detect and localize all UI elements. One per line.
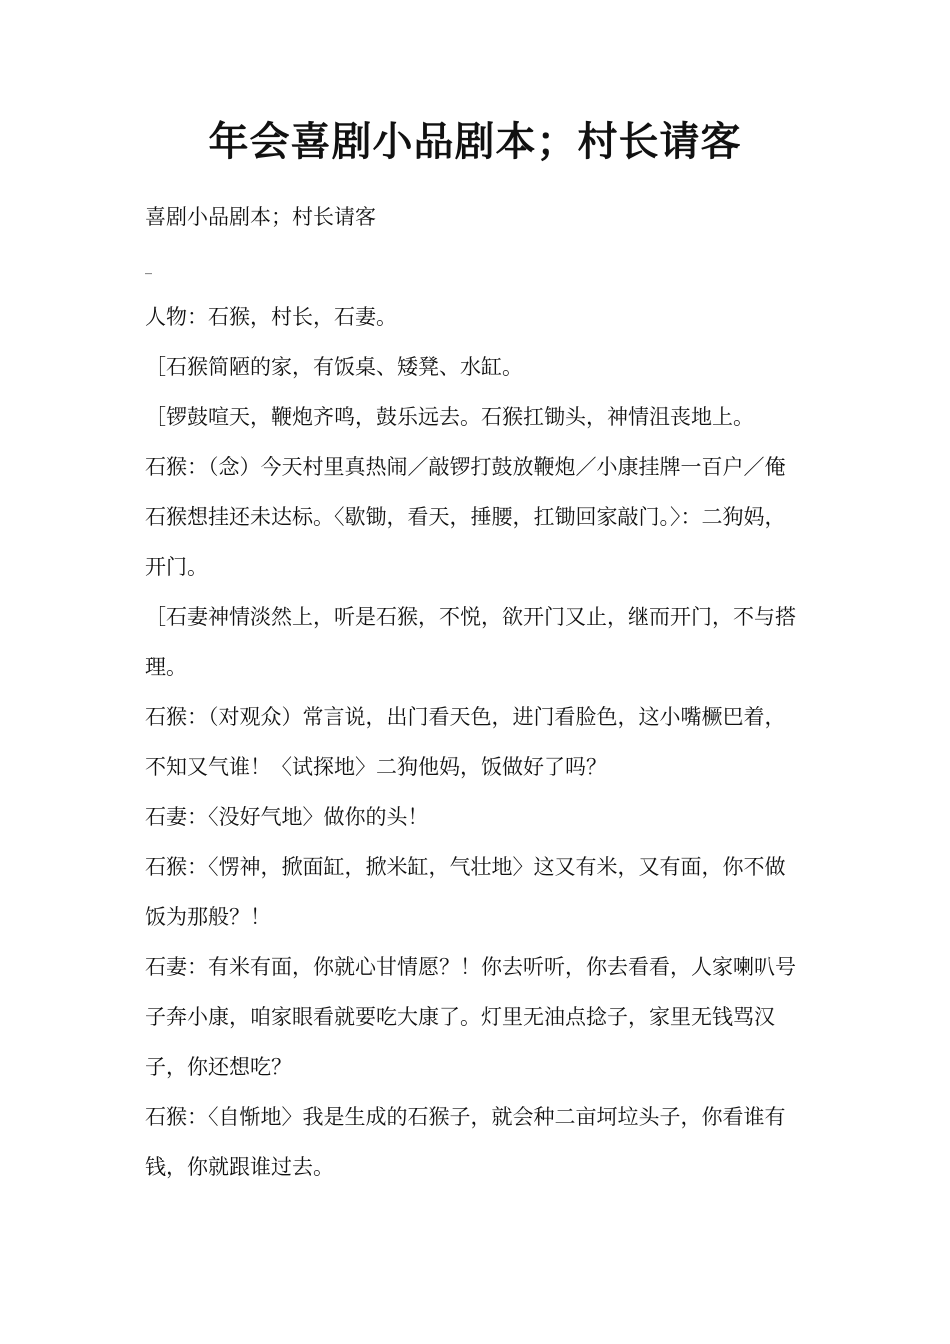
separator-paragraph: _ xyxy=(145,259,152,275)
document-body xyxy=(145,192,805,1192)
subtitle-paragraph: 喜剧小品剧本；村长请客 xyxy=(145,205,376,229)
dialogue-paragraph: 石妻：〈没好气地〉做你的头！ xyxy=(145,805,429,829)
dialogue-paragraph: 石猴：（念）今天村里真热闹／敲锣打鼓放鞭炮／小康挂牌一百户／俺石猴想挂还未达标。〈歇锄，看天，捶腰，扛锄回家敲门。〉：二狗妈，开门。 xyxy=(145,455,786,579)
dialogue-paragraph: 石妻：有米有面，你就心甘情愿？！你去听听，你去看看，人家喇叭号子奔小康，咱家眼看就要吃大康了。灯里无油点捻子，家里无钱骂汉子，你还想吃？ xyxy=(145,955,796,1079)
dialogue-paragraph: 石猴：（对观众）常言说，出门看天色，进门看脸色，这小嘴橛巴着，不知又气谁！〈试探地〉二狗他妈，饭做好了吗？ xyxy=(145,705,786,779)
stage-direction-paragraph: ［锣鼓喧天，鞭炮齐鸣，鼓乐远去。石猴扛锄头，神情沮丧地上。 xyxy=(145,405,754,429)
dialogue-paragraph: 石猴：〈愣神，掀面缸，掀米缸，气壮地〉这又有米，又有面，你不做饭为那般？！ xyxy=(145,855,786,929)
scene-paragraph: ［石猴简陋的家，有饭桌、矮凳、水缸。 xyxy=(145,355,523,379)
document-title: 年会喜剧小品剧本；村长请客 xyxy=(208,118,742,165)
characters-paragraph: 人物：石猴，村长，石妻。 xyxy=(145,305,397,329)
stage-direction-paragraph: ［石妻神情淡然上，听是石猴，不悦，欲开门又止，继而开门，不与搭理。 xyxy=(145,605,796,679)
dialogue-paragraph: 石猴：〈自惭地〉我是生成的石猴子，就会种二亩坷垃头子，你看谁有钱，你就跟谁过去。 xyxy=(145,1105,786,1179)
